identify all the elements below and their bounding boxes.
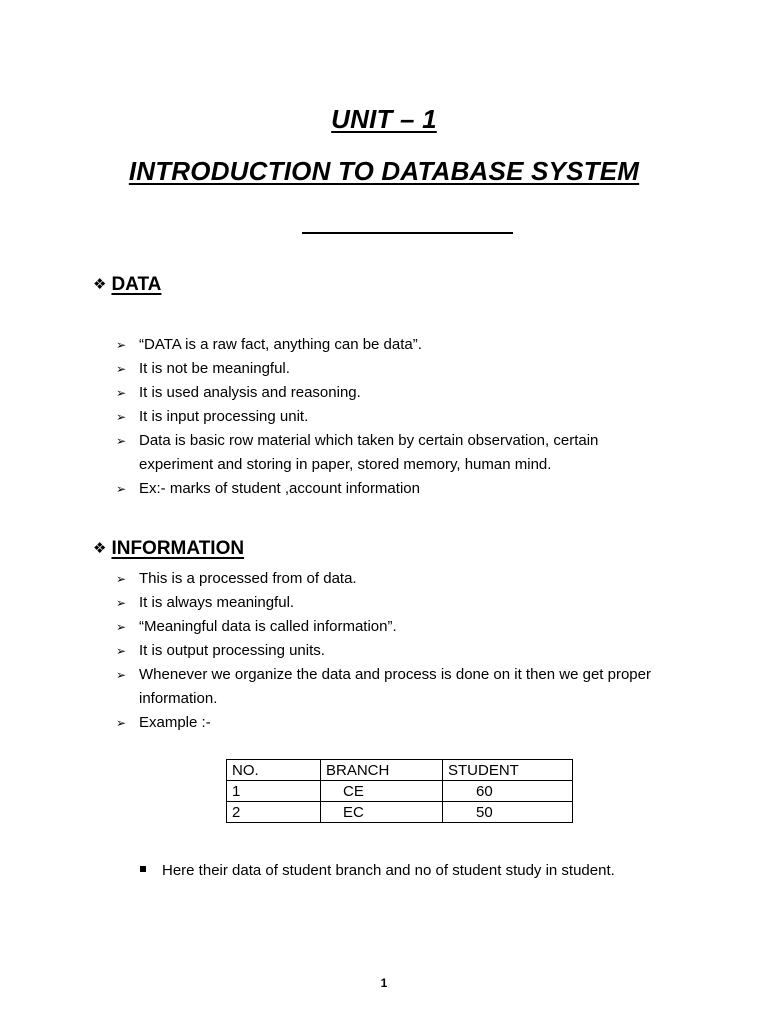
- arrowhead-icon: ➢: [116, 644, 127, 658]
- arrowhead-icon: ➢: [116, 362, 127, 376]
- list-item: ➢ It is used analysis and reasoning.: [116, 381, 676, 405]
- list-item: ➢ It is not be meaningful.: [116, 357, 676, 381]
- four-diamond-icon: ❖: [93, 539, 107, 557]
- table-row: [227, 781, 573, 802]
- section-heading-data: [93, 274, 161, 296]
- table-header-cell: NO.: [227, 760, 321, 781]
- list-item: ➢ Whenever we organize the data and process is done on it then we get proper information.: [116, 663, 676, 711]
- page-title: INTRODUCTION TO DATABASE SYSTEM: [128, 156, 640, 186]
- list-item: ➢ “Meaningful data is called information”.: [116, 615, 676, 639]
- list-item: ➢ It is always meaningful.: [116, 591, 676, 615]
- list-item: ➢ This is a processed from of data.: [116, 567, 676, 591]
- table-cell: CE: [321, 781, 443, 802]
- list-item: ➢ Example :-: [116, 711, 676, 735]
- table-note: [140, 860, 615, 882]
- arrowhead-icon: ➢: [116, 410, 127, 424]
- section-heading-label: INFORMATION: [111, 538, 245, 559]
- page-number: 1: [380, 976, 388, 990]
- table-header-row: [227, 760, 573, 781]
- section-heading-information: [93, 538, 244, 560]
- list-item: ➢ It is output processing units.: [116, 639, 676, 663]
- arrowhead-icon: ➢: [116, 596, 127, 610]
- table-cell: 50: [443, 802, 573, 823]
- arrowhead-icon: ➢: [116, 434, 127, 448]
- table-header-cell: BRANCH: [321, 760, 443, 781]
- example-table: [226, 759, 573, 823]
- data-bullet-list: [116, 333, 676, 501]
- list-item: ➢ “DATA is a raw fact, anything can be data”.: [116, 333, 676, 357]
- arrowhead-icon: ➢: [116, 668, 127, 682]
- table-cell: 1: [227, 781, 321, 802]
- list-item: ➢ Data is basic row material which taken by certain observation, certain experiment and storing in paper, stored memory, human mind.: [116, 429, 676, 477]
- note-text: Here their data of student branch and no of student study in student.: [162, 862, 615, 879]
- arrowhead-icon: ➢: [116, 338, 127, 352]
- table-cell: 2: [227, 802, 321, 823]
- section-heading-label: DATA: [111, 274, 162, 295]
- list-item: ➢ Ex:- marks of student ,account information: [116, 477, 676, 501]
- arrowhead-icon: ➢: [116, 482, 127, 496]
- arrowhead-icon: ➢: [116, 620, 127, 634]
- arrowhead-icon: ➢: [116, 386, 127, 400]
- square-bullet-icon: [140, 866, 146, 872]
- information-bullet-list: [116, 567, 676, 735]
- arrowhead-icon: ➢: [116, 716, 127, 730]
- table-row: [227, 802, 573, 823]
- title-divider: [302, 232, 513, 234]
- arrowhead-icon: ➢: [116, 572, 127, 586]
- list-item: ➢ It is input processing unit.: [116, 405, 676, 429]
- unit-title: UNIT – 1: [331, 104, 437, 134]
- table-cell: 60: [443, 781, 573, 802]
- table-cell: EC: [321, 802, 443, 823]
- table-header-cell: STUDENT: [443, 760, 573, 781]
- four-diamond-icon: ❖: [93, 275, 107, 293]
